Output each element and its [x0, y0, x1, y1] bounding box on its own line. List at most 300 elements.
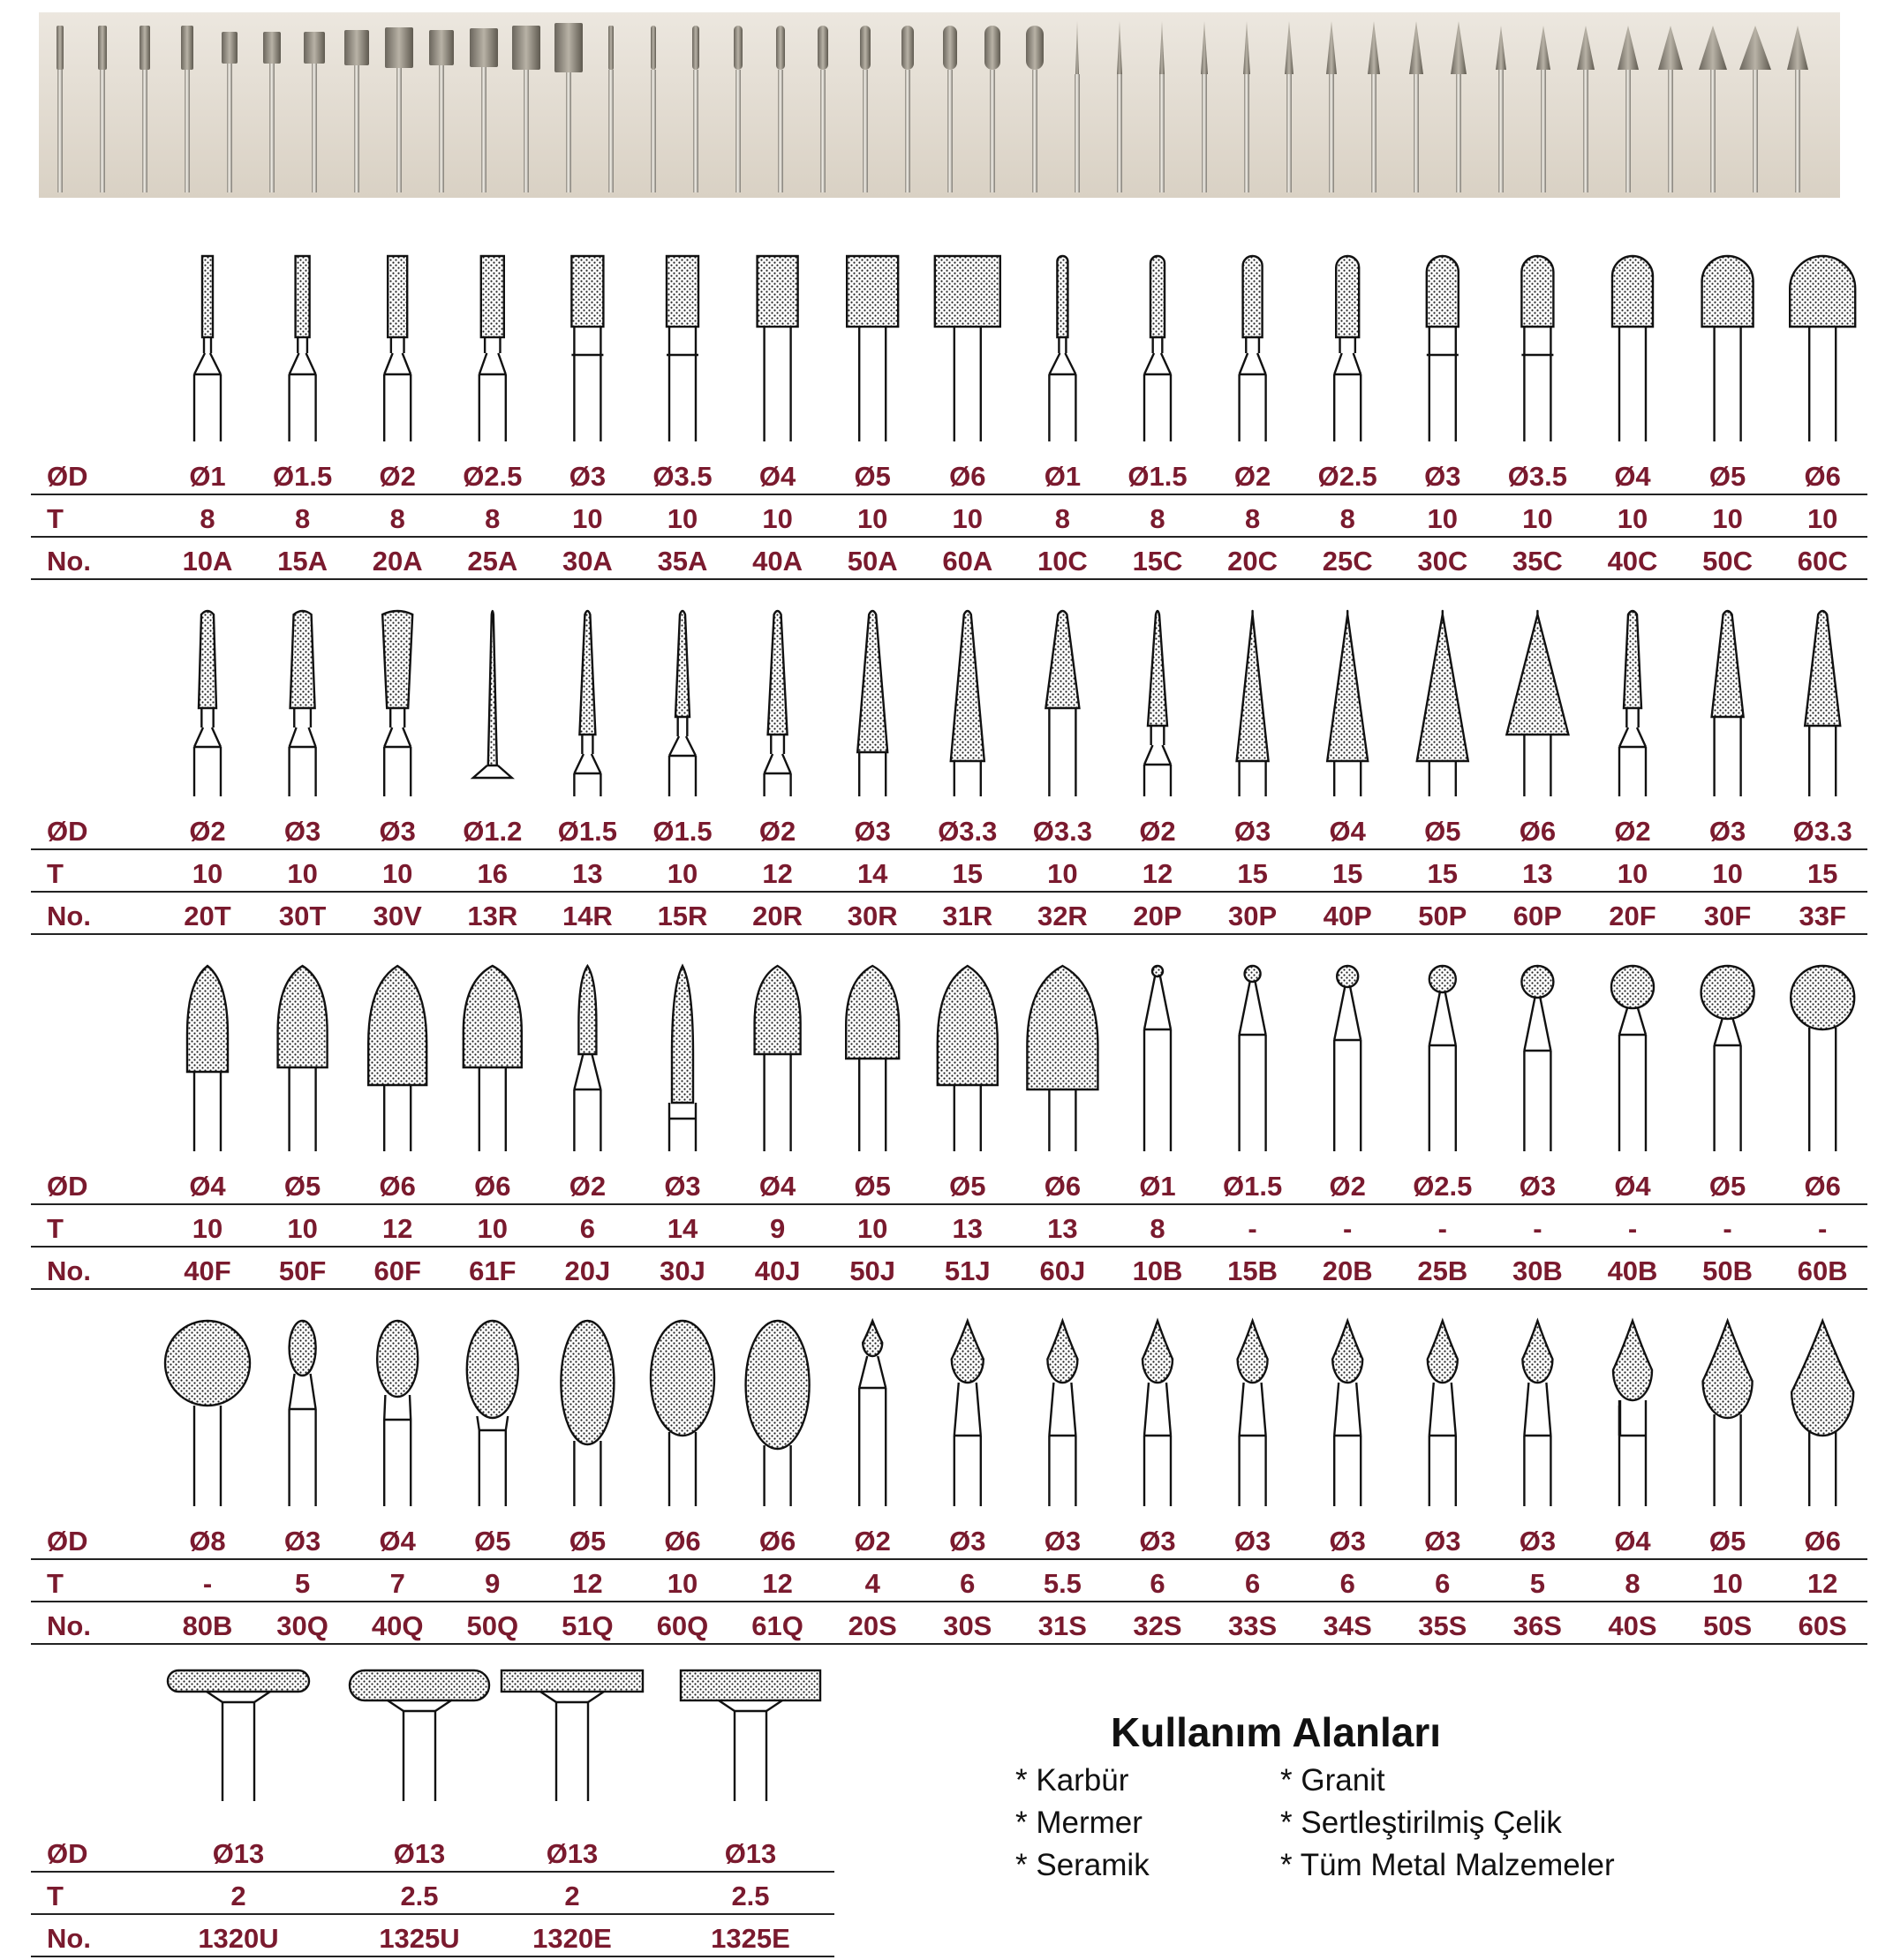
- spec-cell-t: 10: [1712, 1568, 1743, 1599]
- spec-cell-d: Ø1.5: [652, 816, 713, 847]
- spec-cell-t: 14: [667, 1213, 698, 1244]
- row-label-d: ØD: [47, 461, 88, 492]
- spec-row-d: [31, 1835, 834, 1875]
- spec-cell-t: 10: [762, 503, 793, 534]
- spec-cell-no: 30B: [1512, 1255, 1563, 1286]
- tool-drawing: [290, 611, 316, 796]
- tool-drawing: [377, 1321, 418, 1506]
- tool-drawing: [952, 1321, 984, 1506]
- spec-cell-d: Ø1: [1139, 1171, 1176, 1202]
- spec-cell-d: Ø5: [1708, 1526, 1746, 1557]
- spec-cell-d: Ø3.3: [1792, 816, 1852, 847]
- spec-cell-no: 15R: [657, 901, 708, 931]
- spec-cell-no: 30A: [562, 546, 613, 577]
- tool-drawing: [755, 966, 801, 1151]
- tool-drawing: [194, 256, 221, 441]
- spec-cell-no: 20P: [1133, 901, 1182, 931]
- spec-cell-no: 10B: [1132, 1255, 1183, 1286]
- spec-cell-d: Ø5: [283, 1171, 321, 1202]
- tool-drawing: [574, 611, 600, 796]
- spec-cell-no: 30Q: [276, 1610, 328, 1641]
- spec-cell-no: 40J: [754, 1255, 801, 1286]
- spec-cell-t: 10: [856, 1213, 888, 1244]
- spec-cell-d: Ø4: [758, 1171, 796, 1202]
- tool-drawing: [1143, 1321, 1173, 1506]
- spec-cell-t: 6: [1435, 1568, 1451, 1599]
- spec-cell-t: 15: [952, 858, 984, 889]
- usage-item: * Sertleştirilmiş Çelik: [1280, 1805, 1562, 1840]
- row-label-t: T: [47, 1213, 64, 1244]
- spec-cell-d: Ø3: [1519, 1171, 1557, 1202]
- tool-drawing: [1790, 256, 1855, 441]
- spec-cell-t: 13: [1522, 858, 1553, 889]
- tool-drawing: [1144, 256, 1171, 441]
- tool-drawing: [1702, 256, 1754, 441]
- spec-cell-t: 12: [762, 858, 793, 889]
- spec-cell-d: Ø5: [1424, 816, 1461, 847]
- spec-cell-d: Ø6: [1804, 1171, 1841, 1202]
- spec-cell-d: Ø3: [569, 461, 607, 492]
- spec-cell-no: 15C: [1132, 546, 1183, 577]
- spec-cell-t: 2.5: [400, 1881, 439, 1911]
- tool-drawing: [290, 1321, 316, 1506]
- spec-cell-d: Ø4: [1614, 461, 1651, 492]
- tool-drawing: [464, 966, 522, 1151]
- spec-cell-t: -: [1818, 1213, 1828, 1244]
- tool-drawing: [187, 966, 228, 1151]
- spec-cell-no: 50A: [847, 546, 898, 577]
- spec-row-d: [31, 457, 1867, 498]
- spec-cell-no: 60F: [373, 1255, 421, 1286]
- spec-cell-no: 31R: [942, 901, 993, 931]
- spec-cell-d: Ø2: [1614, 816, 1651, 847]
- spec-cell-d: Ø2: [569, 1171, 607, 1202]
- tool-drawing: [350, 1670, 489, 1801]
- spec-cell-t: 8: [389, 503, 405, 534]
- usage-areas: [1015, 1708, 1686, 1885]
- row-label-no: No.: [47, 1255, 91, 1286]
- spec-cell-no: 35C: [1512, 546, 1563, 577]
- tool-drawing: [847, 256, 898, 441]
- spec-cell-no: 40B: [1607, 1255, 1658, 1286]
- tool-drawing: [165, 1321, 250, 1506]
- spec-cell-t: 8: [1150, 503, 1165, 534]
- tool-drawing: [382, 611, 412, 796]
- table-rule: [31, 848, 1867, 850]
- spec-cell-d: Ø3: [1519, 1526, 1557, 1557]
- spec-cell-t: -: [1437, 1213, 1447, 1244]
- table-rule: [31, 1643, 1867, 1645]
- usage-item: * Mermer: [1015, 1805, 1143, 1840]
- spec-cell-no: 50J: [849, 1255, 896, 1286]
- spec-cell-t: 10: [192, 858, 223, 889]
- spec-cell-no: 61F: [469, 1255, 517, 1286]
- spec-cell-d: Ø3: [1044, 1526, 1082, 1557]
- tool-drawing: [1613, 1321, 1652, 1506]
- spec-cell-d: Ø3: [1233, 816, 1271, 847]
- tool-drawing: [1332, 1321, 1362, 1506]
- spec-cell-d: Ø1.5: [1222, 1171, 1283, 1202]
- row-label-no: No.: [47, 1610, 91, 1641]
- spec-cell-d: Ø3: [664, 1171, 701, 1202]
- tool-drawing: [1240, 256, 1266, 441]
- spec-cell-no: 14R: [562, 901, 613, 931]
- table-rule: [31, 1601, 1867, 1602]
- spec-cell-d: Ø5: [569, 1526, 607, 1557]
- spec-cell-no: 10A: [182, 546, 233, 577]
- spec-cell-no: 60J: [1039, 1255, 1086, 1286]
- spec-cell-no: 32S: [1133, 1610, 1182, 1641]
- spec-cell-t: 9: [769, 1213, 786, 1244]
- spec-cell-no: 40S: [1608, 1610, 1657, 1641]
- spec-cell-no: 34S: [1323, 1610, 1372, 1641]
- spec-cell-d: Ø3: [1708, 816, 1746, 847]
- spec-cell-no: 51J: [944, 1255, 991, 1286]
- tool-drawing: [951, 611, 984, 796]
- spec-cell-t: 6: [1150, 1568, 1165, 1599]
- spec-cell-no: 61Q: [751, 1610, 803, 1641]
- tool-drawing: [168, 1670, 309, 1801]
- tool-drawing: [1619, 611, 1646, 796]
- spec-cell-d: Ø3: [1424, 1526, 1461, 1557]
- spec-cell-no: 25C: [1322, 546, 1373, 577]
- row-label-no: No.: [47, 1923, 91, 1954]
- spec-cell-d: Ø6: [1519, 816, 1557, 847]
- spec-cell-no: 20T: [184, 901, 231, 931]
- spec-cell-d: Ø6: [758, 1526, 796, 1557]
- tool-drawing: [467, 1321, 518, 1506]
- spec-cell-t: 6: [1244, 1568, 1261, 1599]
- tool-drawing: [1049, 256, 1075, 441]
- spec-cell-t: 2: [230, 1881, 246, 1911]
- spec-row-d: [31, 1522, 1867, 1563]
- row-block-4: [0, 1294, 1878, 1641]
- photo-bur: [651, 26, 656, 192]
- spec-cell-t: 2.5: [731, 1881, 770, 1911]
- tool-drawing: [1334, 256, 1361, 441]
- spec-cell-d: Ø2.5: [463, 461, 523, 492]
- spec-cell-d: Ø3: [1329, 1526, 1366, 1557]
- spec-cell-d: Ø13: [393, 1838, 446, 1869]
- spec-cell-no: 20R: [752, 901, 803, 931]
- tool-drawing: [1428, 1321, 1458, 1506]
- spec-cell-no: 30V: [373, 901, 422, 931]
- tool-drawings-row-5: [0, 1651, 883, 1810]
- spec-cell-d: Ø3: [949, 1526, 986, 1557]
- tool-drawings-row-3: [0, 939, 1878, 1160]
- spec-cell-no: 32R: [1037, 901, 1088, 931]
- spec-cell-no: 50F: [278, 1255, 327, 1286]
- spec-cell-d: Ø6: [1044, 1171, 1082, 1202]
- spec-cell-d: Ø13: [212, 1838, 265, 1869]
- tool-drawing: [1611, 966, 1654, 1151]
- spec-cell-no: 30P: [1228, 901, 1278, 931]
- tool-drawing: [859, 1321, 886, 1506]
- spec-cell-t: -: [202, 1568, 213, 1599]
- spec-cell-t: -: [1723, 1213, 1732, 1244]
- usage-item: * Tüm Metal Malzemeler: [1280, 1848, 1615, 1882]
- spec-cell-d: Ø5: [1708, 1171, 1746, 1202]
- tool-drawing: [1240, 966, 1266, 1151]
- spec-cell-no: 13R: [467, 901, 518, 931]
- row-block-2: [0, 584, 1878, 931]
- spec-row-t: [31, 500, 1867, 540]
- spec-cell-d: Ø6: [474, 1171, 511, 1202]
- tool-drawing: [1521, 966, 1553, 1151]
- spec-row-no: [31, 1607, 1867, 1647]
- spec-cell-t: 6: [960, 1568, 976, 1599]
- tool-drawing: [479, 256, 506, 441]
- spec-row-no: [31, 1252, 1867, 1293]
- spec-row-no: [31, 897, 1867, 938]
- spec-cell-no: 60C: [1797, 546, 1848, 577]
- tool-drawing: [1791, 966, 1854, 1151]
- spec-cell-t: 10: [1427, 503, 1459, 534]
- tool-drawing: [368, 966, 426, 1151]
- spec-cell-no: 60B: [1797, 1255, 1848, 1286]
- spec-cell-no: 30J: [660, 1255, 705, 1286]
- spec-cell-d: Ø1: [1044, 461, 1082, 492]
- spec-cell-no: 33F: [1799, 901, 1846, 931]
- spec-cell-no: 25A: [467, 546, 518, 577]
- spec-cell-t: 6: [579, 1213, 596, 1244]
- tool-drawing: [571, 256, 603, 441]
- spec-cell-t: 8: [1244, 503, 1261, 534]
- row-label-t: T: [47, 1881, 64, 1911]
- spec-cell-t: 8: [1054, 503, 1071, 534]
- spec-cell-d: Ø2: [1233, 461, 1271, 492]
- tool-drawing: [473, 611, 512, 778]
- spec-cell-d: Ø1.2: [463, 816, 523, 847]
- spec-cell-t: -: [1248, 1213, 1257, 1244]
- spec-cell-d: Ø13: [546, 1838, 599, 1869]
- spec-cell-t: 4: [864, 1568, 880, 1599]
- spec-cell-no: 33S: [1228, 1610, 1278, 1641]
- spec-cell-no: 20S: [848, 1610, 897, 1641]
- spec-cell-d: Ø2: [379, 461, 416, 492]
- spec-cell-t: 12: [762, 1568, 793, 1599]
- spec-cell-d: Ø4: [1614, 1526, 1651, 1557]
- spec-row-t: [31, 1564, 1867, 1605]
- spec-cell-no: 50C: [1702, 546, 1754, 577]
- tool-drawing: [1334, 966, 1361, 1151]
- spec-cell-d: Ø6: [379, 1171, 416, 1202]
- spec-cell-t: 8: [1339, 503, 1355, 534]
- spec-cell-d: Ø2: [189, 816, 226, 847]
- tool-drawings-row-1: [0, 230, 1878, 450]
- tool-drawings-row-2: [0, 584, 1878, 805]
- tool-drawing: [1238, 1321, 1268, 1506]
- spec-cell-no: 30F: [1703, 901, 1752, 931]
- spec-cell-t: 10: [1712, 503, 1743, 534]
- tool-drawing: [681, 1670, 820, 1801]
- spec-cell-d: Ø4: [189, 1171, 226, 1202]
- tool-drawing: [1327, 611, 1368, 796]
- spec-cell-d: Ø2: [1139, 816, 1176, 847]
- spec-cell-no: 31S: [1037, 1610, 1087, 1641]
- tool-drawing: [290, 256, 316, 441]
- spec-cell-t: 10: [477, 1213, 509, 1244]
- spec-cell-t: 10: [1712, 858, 1743, 889]
- spec-cell-d: Ø8: [189, 1526, 226, 1557]
- table-rule: [31, 1288, 1867, 1290]
- spec-cell-t: 10: [1047, 858, 1078, 889]
- spec-cell-no: 40C: [1607, 546, 1658, 577]
- spec-cell-no: 60P: [1512, 901, 1562, 931]
- spec-cell-no: 50S: [1703, 1610, 1753, 1641]
- spec-cell-d: Ø3: [1139, 1526, 1176, 1557]
- spec-cell-no: 10C: [1037, 546, 1088, 577]
- spec-cell-t: -: [1533, 1213, 1542, 1244]
- spec-cell-t: 10: [192, 1213, 223, 1244]
- spec-cell-d: Ø3: [283, 816, 321, 847]
- spec-cell-no: 35A: [657, 546, 708, 577]
- tool-drawing: [1506, 611, 1568, 796]
- row-label-t: T: [47, 858, 64, 889]
- spec-cell-t: 15: [1427, 858, 1459, 889]
- tool-drawing: [1144, 966, 1171, 1151]
- spec-cell-t: 5.5: [1043, 1568, 1082, 1599]
- tool-drawing: [278, 966, 328, 1151]
- usage-item: * Seramik: [1015, 1848, 1150, 1882]
- spec-cell-d: Ø2: [1329, 1171, 1366, 1202]
- spec-cell-no: 1325U: [379, 1923, 460, 1954]
- tool-drawing: [1712, 611, 1744, 796]
- spec-cell-d: Ø6: [1804, 461, 1841, 492]
- spec-cell-d: Ø1: [189, 461, 226, 492]
- spec-cell-t: 10: [856, 503, 888, 534]
- spec-cell-no: 1325E: [711, 1923, 790, 1954]
- tool-drawing: [1521, 256, 1553, 441]
- tool-drawing: [857, 611, 887, 796]
- spec-cell-d: Ø3.5: [1507, 461, 1567, 492]
- spec-cell-no: 51Q: [562, 1610, 614, 1641]
- tool-drawing: [669, 611, 696, 796]
- spec-cell-no: 30S: [943, 1610, 992, 1641]
- spec-cell-no: 40A: [752, 546, 803, 577]
- tool-drawing: [746, 1321, 810, 1506]
- photo-bur: [692, 26, 699, 192]
- spec-cell-d: Ø13: [724, 1838, 777, 1869]
- spec-cell-no: 36S: [1512, 1610, 1562, 1641]
- row-block-1: [0, 230, 1878, 577]
- tool-drawing: [1701, 966, 1754, 1151]
- spec-cell-t: 8: [1150, 1213, 1165, 1244]
- spec-cell-no: 15A: [277, 546, 328, 577]
- spec-cell-t: 14: [856, 858, 888, 889]
- spec-cell-d: Ø6: [664, 1526, 701, 1557]
- spec-cell-t: 10: [952, 503, 984, 534]
- spec-cell-t: 16: [477, 858, 509, 889]
- table-rule: [31, 578, 1867, 580]
- spec-row-t: [31, 1877, 834, 1918]
- tool-drawing: [846, 966, 899, 1151]
- spec-cell-d: Ø2.5: [1413, 1171, 1473, 1202]
- tool-drawing: [194, 611, 221, 796]
- spec-cell-d: Ø5: [474, 1526, 511, 1557]
- spec-cell-no: 50Q: [466, 1610, 519, 1641]
- spec-cell-d: Ø3.5: [652, 461, 713, 492]
- spec-cell-d: Ø3: [854, 816, 891, 847]
- tool-drawing: [1237, 611, 1269, 796]
- table-rule: [31, 891, 1867, 893]
- spec-cell-t: 15: [1237, 858, 1268, 889]
- spec-cell-d: Ø1.5: [272, 461, 333, 492]
- spec-cell-d: Ø4: [379, 1526, 416, 1557]
- spec-cell-no: 1320U: [198, 1923, 279, 1954]
- spec-cell-t: -: [1627, 1213, 1638, 1244]
- spec-cell-d: Ø6: [1804, 1526, 1841, 1557]
- row-label-d: ØD: [47, 1171, 88, 1202]
- table-rule: [31, 1871, 834, 1873]
- spec-cell-d: Ø2.5: [1317, 461, 1377, 492]
- spec-cell-t: 10: [1806, 503, 1838, 534]
- spec-cell-d: Ø4: [1614, 1171, 1651, 1202]
- tool-drawing: [667, 256, 698, 441]
- tool-drawing: [1144, 611, 1171, 796]
- spec-cell-d: Ø3: [1233, 1526, 1271, 1557]
- spec-cell-t: 8: [294, 503, 311, 534]
- spec-row-no: [31, 1919, 834, 1960]
- table-rule: [31, 1558, 1867, 1560]
- spec-cell-t: 15: [1331, 858, 1363, 889]
- tool-drawing: [1522, 1321, 1552, 1506]
- tool-drawing: [765, 611, 791, 796]
- table-rule: [31, 536, 1867, 538]
- usage-item: * Karbür: [1015, 1763, 1129, 1798]
- spec-cell-t: 10: [1522, 503, 1553, 534]
- spec-cell-d: Ø2: [854, 1526, 891, 1557]
- tool-drawing: [1045, 611, 1079, 796]
- spec-cell-no: 30T: [278, 901, 327, 931]
- spec-cell-t: 13: [952, 1213, 984, 1244]
- spec-cell-d: Ø6: [949, 461, 986, 492]
- spec-cell-t: 10: [381, 858, 413, 889]
- spec-cell-no: 40F: [184, 1255, 231, 1286]
- spec-row-t: [31, 855, 1867, 895]
- usage-item: * Granit: [1280, 1763, 1385, 1798]
- spec-cell-d: Ø3: [379, 816, 416, 847]
- tool-drawing: [384, 256, 411, 441]
- spec-cell-d: Ø5: [949, 1171, 986, 1202]
- spec-cell-t: 10: [572, 503, 603, 534]
- spec-row-d: [31, 1167, 1867, 1208]
- spec-cell-t: 10: [287, 1213, 318, 1244]
- spec-cell-d: Ø3.3: [1032, 816, 1092, 847]
- spec-cell-t: 12: [1806, 1568, 1838, 1599]
- tool-drawing: [1791, 1321, 1853, 1506]
- spec-cell-t: 8: [485, 503, 501, 534]
- tool-drawing: [1027, 966, 1097, 1151]
- spec-cell-d: Ø4: [1329, 816, 1366, 847]
- spec-cell-no: 25B: [1417, 1255, 1468, 1286]
- spec-cell-d: Ø3.3: [938, 816, 998, 847]
- spec-cell-no: 20A: [372, 546, 423, 577]
- spec-cell-no: 15B: [1227, 1255, 1278, 1286]
- spec-cell-d: Ø3: [283, 1526, 321, 1557]
- table-rule: [31, 1913, 834, 1915]
- tool-drawing: [1805, 611, 1840, 796]
- spec-cell-t: 12: [381, 1213, 413, 1244]
- spec-cell-no: 30R: [847, 901, 898, 931]
- row-block-5: [0, 1651, 883, 1954]
- tool-drawing: [574, 966, 600, 1151]
- spec-cell-no: 20B: [1322, 1255, 1373, 1286]
- spec-cell-t: 10: [1617, 503, 1648, 534]
- row-label-d: ØD: [47, 1838, 88, 1869]
- spec-cell-t: 15: [1806, 858, 1838, 889]
- spec-cell-t: 9: [485, 1568, 501, 1599]
